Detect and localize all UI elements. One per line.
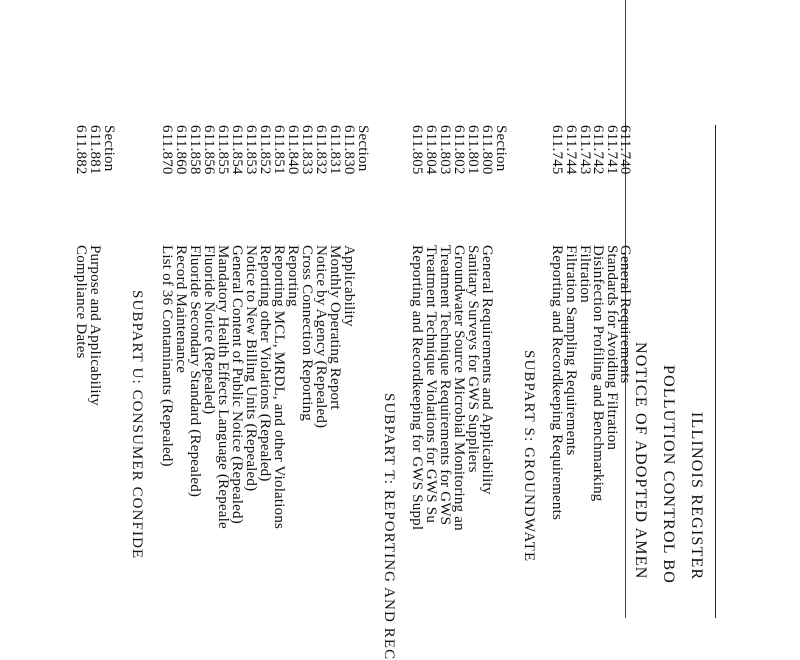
section-title: General Requirements xyxy=(617,245,633,384)
section-number: 611.858 xyxy=(187,125,203,175)
section-number: 611.744 xyxy=(563,125,579,175)
section-label: Section xyxy=(493,125,509,172)
section-title: List of 36 Contaminants (Repealed) xyxy=(159,245,175,467)
section-number: 611.801 xyxy=(465,125,481,175)
section-title: Notice to New Billing Units (Repealed) xyxy=(243,245,259,492)
section-title: Fluoride Notice (Repealed) xyxy=(201,245,217,415)
section-title: Standards for Avoiding Filtration xyxy=(604,245,620,451)
section-title: General Requirements and Applicability xyxy=(479,245,495,495)
section-number: 611.831 xyxy=(327,125,343,175)
section-number: 611.854 xyxy=(229,125,245,175)
section-number: 611.830 xyxy=(341,125,357,175)
section-number: 611.853 xyxy=(243,125,259,175)
subpart-s-heading: SUBPART S: GROUNDWATE xyxy=(521,350,537,563)
section-number: 611.832 xyxy=(313,125,329,175)
section-number: 611.870 xyxy=(159,125,175,175)
notice-title: NOTICE OF ADOPTED AMEN xyxy=(632,342,649,580)
section-number: 611.852 xyxy=(257,125,273,175)
register-title: ILLINOIS REGISTER xyxy=(688,412,705,581)
section-number: 611.881 xyxy=(87,125,103,175)
section-number: 611.805 xyxy=(409,125,425,175)
section-title: Reporting xyxy=(285,245,301,307)
section-title: Cross Connection Reporting xyxy=(299,245,315,422)
subpart-t-heading: SUBPART T: REPORTING AND REC xyxy=(381,393,397,660)
section-title: Record Maintenance xyxy=(173,245,189,374)
section-number: 611.741 xyxy=(604,125,620,175)
section-title: General Content of Public Notice (Repealed) xyxy=(229,245,245,524)
section-title: Reporting other Violations (Repealed) xyxy=(257,245,273,482)
section-number: 611.743 xyxy=(577,125,593,175)
section-number: 611.803 xyxy=(437,125,453,175)
section-number: 611.860 xyxy=(173,125,189,175)
section-title: Sanitary Surveys for GWS Suppliers xyxy=(465,245,481,473)
section-title: Reporting and Recordkeeping Requirements xyxy=(549,245,565,521)
section-title: Reporting MCL, MRDL, and other Violations xyxy=(271,245,287,530)
section-title: Purpose and Applicability xyxy=(87,245,103,406)
section-number: 611.855 xyxy=(215,125,231,175)
section-title: Fluoride Secondary Standard (Repealed) xyxy=(187,245,203,498)
board-title: POLLUTION CONTROL BO xyxy=(660,365,677,584)
section-title: Applicability xyxy=(341,245,357,327)
section-title: Treatment Technique Violations for GWS Su xyxy=(423,245,439,524)
section-title: Monthly Operating Report xyxy=(327,245,343,410)
section-number: 611.742 xyxy=(590,125,606,175)
section-title: Filtration xyxy=(577,245,593,303)
section-number: 611.882 xyxy=(73,125,89,175)
section-title: Notice by Agency (Repealed) xyxy=(313,245,329,429)
subpart-u-heading: SUBPART U: CONSUMER CONFIDE xyxy=(129,290,145,560)
section-title: Groundwater Source Microbial Monitoring an xyxy=(451,245,467,531)
section-number: 611.804 xyxy=(423,125,439,175)
section-number: 611.833 xyxy=(299,125,315,175)
section-number: 611.851 xyxy=(271,125,287,175)
section-title: Reporting and Recordkeeping for GWS Suppl xyxy=(409,245,425,531)
section-title: Treatment Technique Requirements for GWS xyxy=(437,245,453,526)
section-number: 611.745 xyxy=(549,125,565,175)
section-title: Filtration Sampling Requirements xyxy=(563,245,579,456)
section-title: Mandatory Health Effects Language (Repeale xyxy=(215,245,231,529)
section-label: Section xyxy=(355,125,371,172)
section-number: 611.740 xyxy=(617,125,633,175)
section-label: Section xyxy=(101,125,117,172)
section-number: 611.856 xyxy=(201,125,217,175)
section-title: Disinfection Profiling and Benchmarking xyxy=(590,245,606,502)
section-number: 611.800 xyxy=(479,125,495,175)
section-title: Compliance Dates xyxy=(73,245,89,359)
section-number: 611.840 xyxy=(285,125,301,175)
section-number: 611.802 xyxy=(451,125,467,175)
header-rule xyxy=(715,125,716,618)
